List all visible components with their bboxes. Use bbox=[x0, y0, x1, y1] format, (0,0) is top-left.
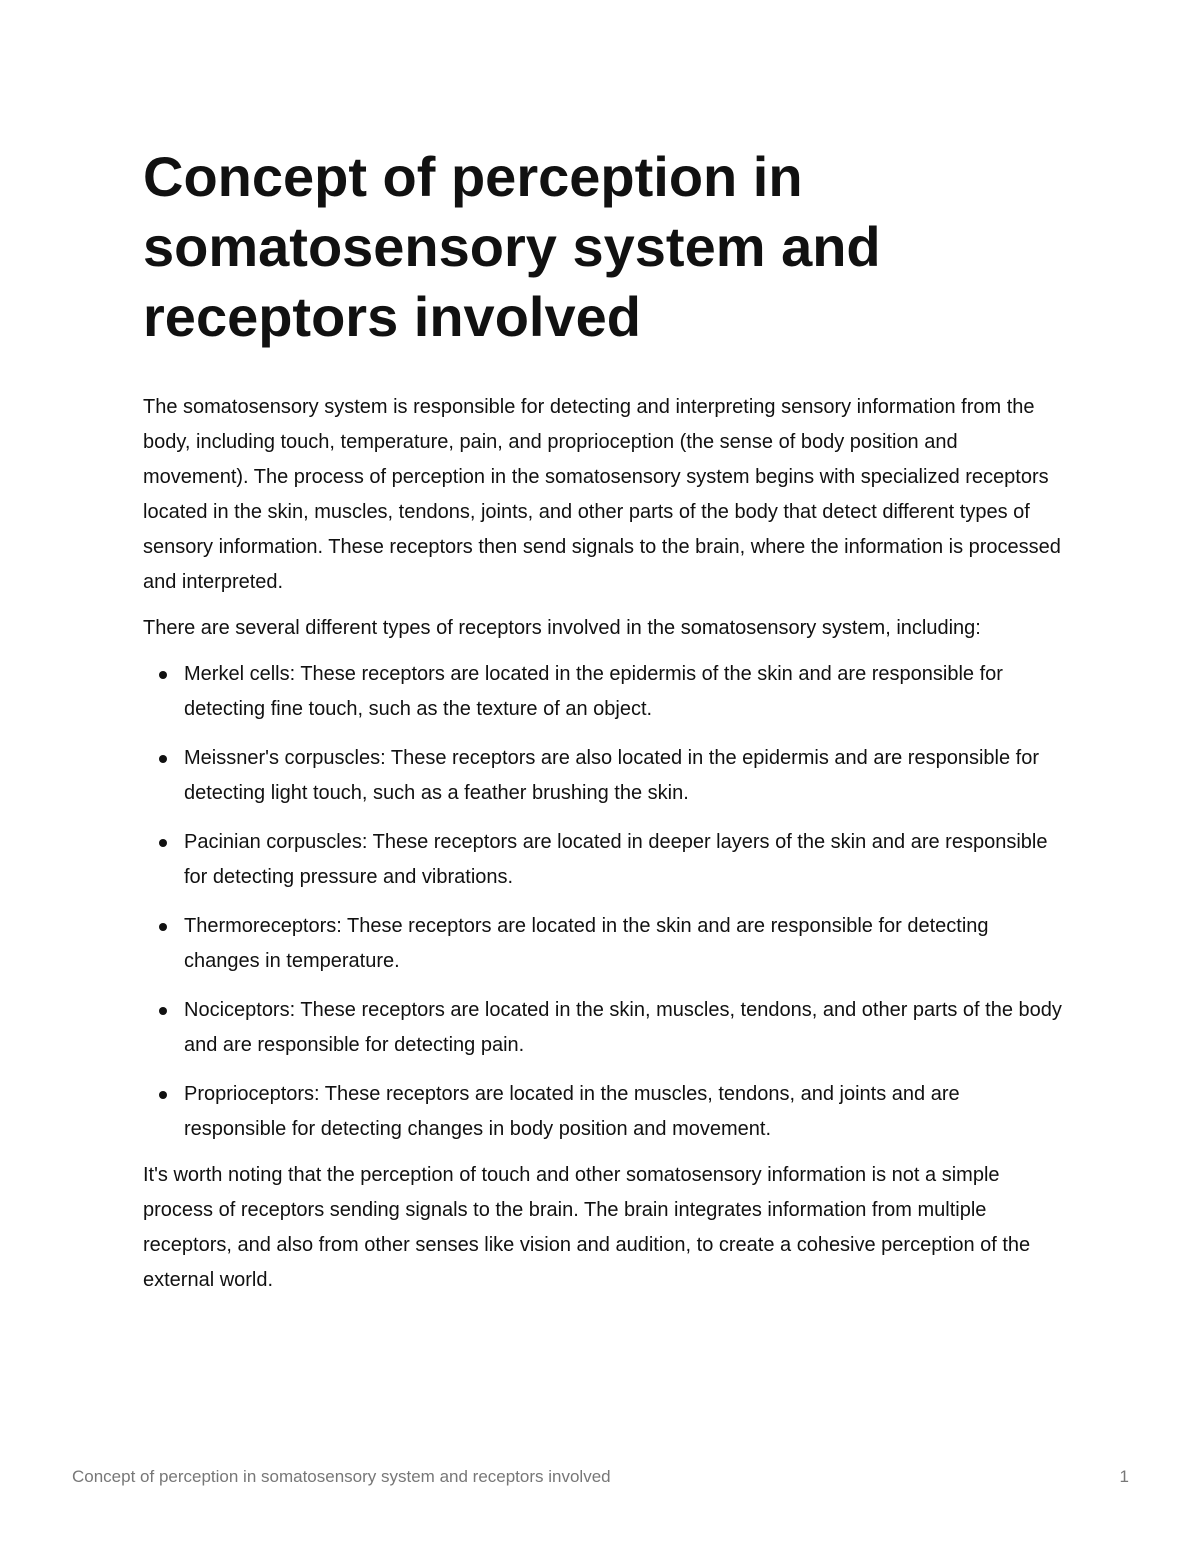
page-number: 1 bbox=[1119, 1467, 1129, 1486]
bullet-icon bbox=[159, 755, 167, 763]
list-item bbox=[143, 993, 1063, 1063]
receptor-text: Nociceptors: These receptors are located in the skin, muscles, tendons, and other parts of the body and are responsible for detecting pain. bbox=[184, 999, 1062, 1056]
intro-paragraph: The somatosensory system is responsible for detecting and interpreting sensory information from the body, including touch, temperature, pain, and proprioception (the sense of body position and movement). The process of perception in the somatosensory system begins with specialized receptors located in the skin, muscles, tendons, joints, and other parts of the body that detect different types of sensory information. These receptors then send signals to the brain, where the information is processed and interpreted. bbox=[143, 396, 1061, 593]
receptor-text: Merkel cells: These receptors are located in the epidermis of the skin and are responsible for detecting fine touch, such as the texture of an object. bbox=[184, 663, 1003, 720]
receptor-text: Proprioceptors: These receptors are located in the muscles, tendons, and joints and are responsible for detecting changes in body position and movement. bbox=[184, 1083, 960, 1140]
bullet-icon bbox=[159, 923, 167, 931]
list-item bbox=[143, 909, 1063, 979]
bullet-icon bbox=[159, 839, 167, 847]
receptor-text: Pacinian corpuscles: These receptors are located in deeper layers of the skin and are responsible for detecting pressure and vibrations. bbox=[184, 831, 1048, 888]
receptor-text: Thermoreceptors: These receptors are located in the skin and are responsible for detecting changes in temperature. bbox=[184, 915, 989, 972]
bullet-icon bbox=[159, 671, 167, 679]
list-intro-paragraph: There are several different types of receptors involved in the somatosensory system, including: bbox=[143, 617, 981, 639]
list-item bbox=[143, 657, 1063, 727]
receptor-text: Meissner's corpuscles: These receptors are also located in the epidermis and are responsible for detecting light touch, such as a feather brushing the skin. bbox=[184, 747, 1039, 804]
page-title: Concept of perception in somatosensory system and receptors involved bbox=[143, 145, 881, 348]
footer-title: Concept of perception in somatosensory system and receptors involved bbox=[72, 1467, 611, 1486]
bullet-icon bbox=[159, 1007, 167, 1015]
receptor-list bbox=[143, 657, 1063, 1147]
list-item bbox=[143, 1077, 1063, 1147]
list-item bbox=[143, 741, 1063, 811]
document-page bbox=[143, 142, 1063, 1309]
closing-paragraph: It's worth noting that the perception of touch and other somatosensory information is not a simple process of receptors sending signals to the brain. The brain integrates information from multiple receptors, and also from other senses like vision and audition, to create a cohesive perception of the external world. bbox=[143, 1164, 1031, 1291]
list-item bbox=[143, 825, 1063, 895]
bullet-icon bbox=[159, 1091, 167, 1099]
